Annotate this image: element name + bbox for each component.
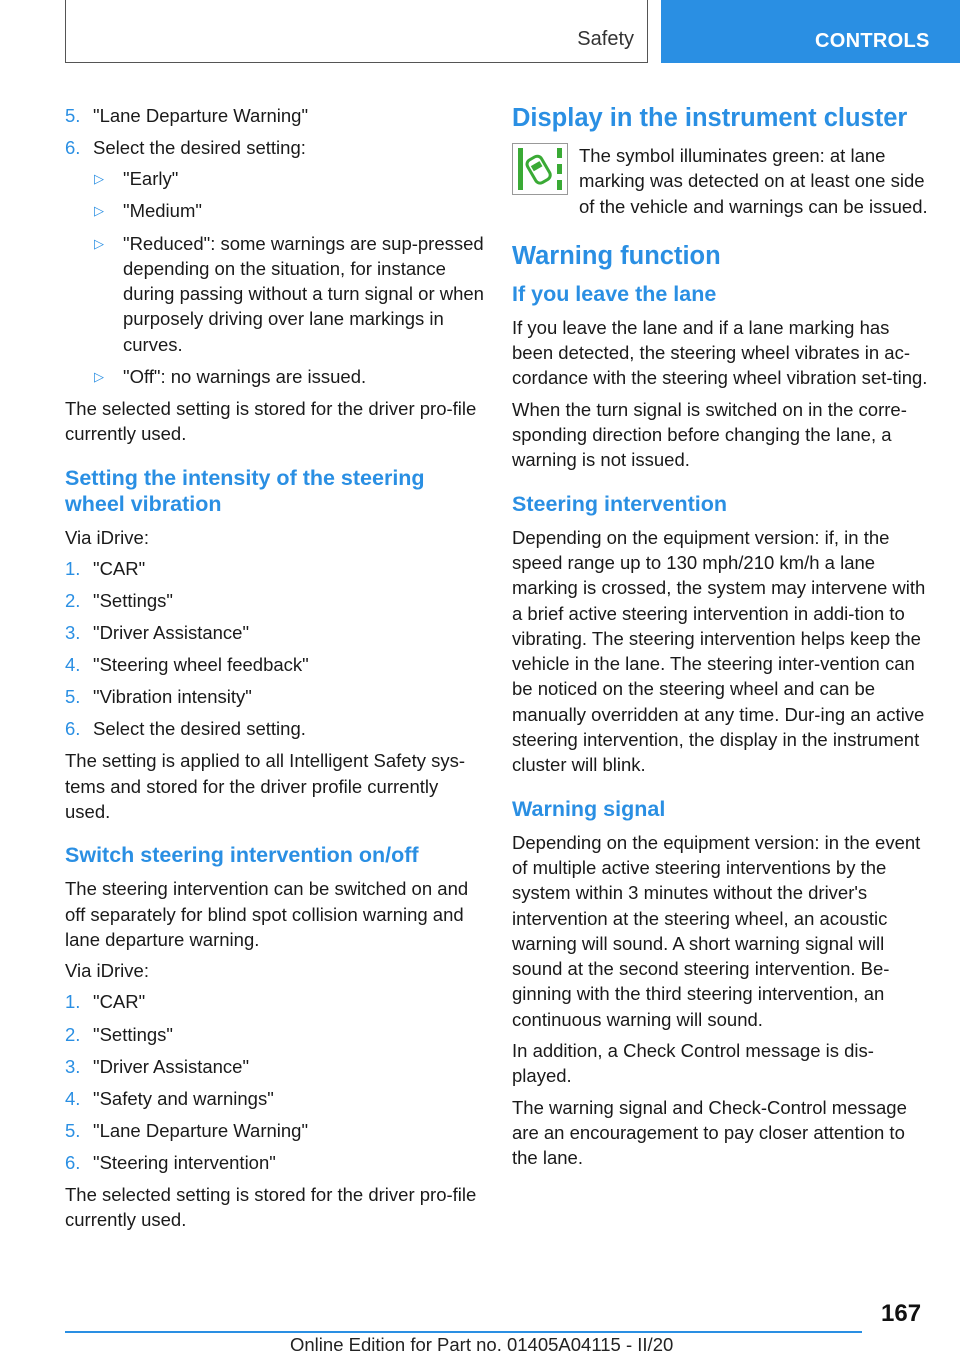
list-item: 4. "Steering wheel feedback": [65, 654, 309, 676]
list-item: 4. "Safety and warnings": [65, 1087, 274, 1109]
list-item: 5. "Vibration intensity": [65, 686, 252, 708]
page-number: 167: [881, 1300, 922, 1327]
list-item: 6. Select the desired setting.: [65, 718, 306, 740]
paragraph: The selected setting is stored for the driver pro-file currently used.: [65, 1184, 477, 1231]
triangle-bullet-icon: ▷: [94, 235, 104, 251]
list-item: 6. "Steering intervention": [65, 1151, 276, 1173]
section-heading-switch: Switch steering intervention on/off: [65, 843, 419, 868]
header-frame: [65, 0, 648, 63]
header-section-title: Safety: [577, 28, 634, 50]
triangle-bullet-icon: ▷: [94, 171, 104, 187]
heading-warning-signal: Warning signal: [512, 796, 666, 821]
list-item: ▷ "Medium": [93, 198, 485, 223]
triangle-bullet-icon: ▷: [94, 368, 104, 384]
paragraph: If you leave the lane and if a lane marking has been detected, the steering wheel vibrates in ac-cordance with the steering wheel vibration set-ting.: [512, 316, 928, 389]
left-column: [65, 103, 485, 1239]
paragraph: When the turn signal is switched on in the corre-sponding direction before changing the lane, a warning is not issued.: [512, 398, 907, 471]
via-idrive-label: Via iDrive:: [65, 526, 149, 548]
list-item: 3. "Driver Assistance": [65, 622, 250, 644]
paragraph: Depending on the equipment version: if, in the speed range up to 130 mph/210 km/h a lane marking is crossed, the system may intervene with a brief active steering intervention in addi-tion to vibrating. The steering intervention helps keep the vehicle in the lane. The steering inter-vention can be noticed on the steering wheel and can be manually overridden at any time. Dur-ing an active steering intervention, the display in the instrument cluster will blink.: [512, 526, 926, 776]
list-item: 3. "Driver Assistance": [65, 1055, 250, 1077]
settings-list-continued: [65, 103, 485, 389]
list-item: 1. "CAR": [65, 557, 146, 579]
triangle-bullet-icon: ▷: [94, 203, 104, 219]
heading-warning-function: Warning function: [512, 241, 721, 270]
list-item: ▷ "Off": no warnings are issued.: [93, 364, 485, 389]
heading-steering-intervention: Steering intervention: [512, 491, 728, 516]
list-item: 5. "Lane Departure Warning": [65, 1119, 309, 1141]
via-idrive-label: Via iDrive:: [65, 960, 149, 982]
paragraph: The steering intervention can be switched on and off separately for blind spot collision warning and lane departure warning.: [65, 878, 469, 950]
list-item: 2. "Settings": [65, 589, 173, 611]
header-chapter-tab: CONTROLS: [661, 0, 960, 63]
paragraph: The setting is applied to all Intelligent Safety sys-tems and stored for the driver profile currently used.: [65, 750, 466, 822]
switch-steps-list: [65, 989, 485, 1175]
display-description: The symbol illuminates green: at lane marking was detected on at least one side of the vehicle and warnings can be issued.: [512, 143, 928, 219]
list-item: 1. "CAR": [65, 991, 146, 1013]
intensity-steps-list: [65, 556, 485, 742]
list-item: 2. "Settings": [65, 1023, 173, 1045]
heading-display-cluster: Display in the instrument cluster: [512, 104, 908, 132]
setting-options-list: [93, 166, 485, 389]
paragraph: Depending on the equipment version: in the event of multiple active steering interventions by the system within 3 minutes without the driver's intervention at the steering wheel, an acoustic warning will sound. A short warning signal will sound at the second steering intervention. Be-ginning with the third steering intervention, an continuous warning will sound.: [512, 831, 921, 1030]
paragraph: In addition, a Check Control message is dis-played.: [512, 1040, 874, 1087]
list-item: 5. "Lane Departure Warning": [65, 105, 309, 126]
list-item: ▷ "Early": [93, 166, 485, 191]
footer-divider: [65, 1331, 862, 1333]
paragraph: The warning signal and Check-Control message are an encouragement to pay closer attention to the lane.: [512, 1096, 907, 1169]
list-item: ▷ "Reduced": some warnings are sup-pressed depending on the situation, for instance during passing without a turn signal or when purposely driving over lane markings in curves.: [94, 232, 484, 355]
footer-edition-text: Online Edition for Part no. 01405A04115 - II/20: [290, 1334, 674, 1355]
list-item: 6. Select the desired setting: ▷ "Early" ▷ "Medium" ▷ "Reduced": some warnings are sup-pressed depending on the situation, for instance during passing without a turn signal or when purposely driving over lane markings in curves. ▷ "Off": no warnings are issued.: [65, 135, 485, 389]
section-heading-intensity: Setting the intensity of the steering wheel vibration: [65, 465, 425, 516]
right-column: [512, 103, 928, 1177]
heading-leave-lane: If you leave the lane: [512, 281, 717, 306]
paragraph: The selected setting is stored for the driver pro-file currently used.: [65, 397, 477, 445]
lane-departure-warning-icon: [512, 143, 568, 195]
